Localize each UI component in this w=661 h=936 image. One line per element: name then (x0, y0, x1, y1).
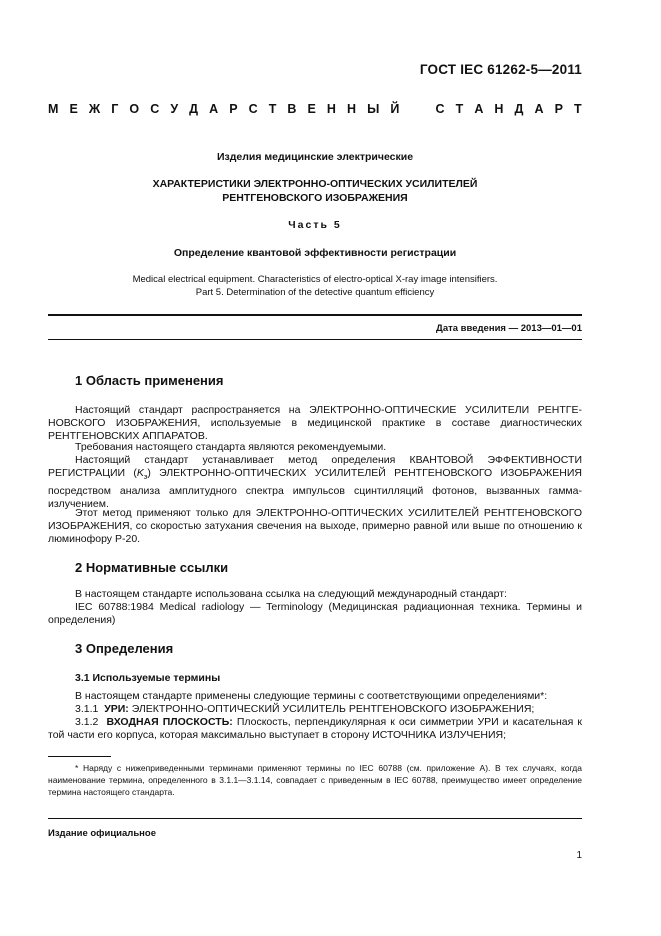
section-2-paragraph-1: В настоящем стандарте использована ссылка на следующий международный стандарт: (75, 588, 507, 600)
heading-letter: Ж (88, 102, 101, 116)
heading-letter: Г (111, 102, 119, 116)
heading-letter: О (129, 102, 140, 116)
heading-letter: Н (494, 102, 504, 116)
heading-letter: Е (307, 102, 316, 116)
section-3-heading: 3 Определения (75, 641, 174, 656)
heading-letter: С (248, 102, 258, 116)
heading-letter: У (170, 102, 179, 116)
english-title-line-1: Medical electrical equipment. Characteristics of electro-optical X-ray image intensifiers. (132, 274, 498, 285)
section-1-paragraph-2: Требования настоящего стандарта являются рекомендуемыми. (75, 441, 387, 453)
heading-letter: С (150, 102, 160, 116)
page-number: 1 (576, 850, 582, 861)
heading-letter: Н (347, 102, 357, 116)
subsection-3-1-heading: 3.1 Используемые термины (75, 672, 221, 684)
footnote: * Наряду с нижеприведенными терминами применяют термины по IEC 60788 (см. приложение А). В тех случаях, когда наименование термина, определенного в 3.1.1—3.1.14, совпадает с приведенным в IEC 60788, преимущество имеет определение термина настоящего стандарта. (48, 763, 582, 798)
heading-letter: Й (390, 102, 400, 116)
heading-letter: Р (554, 102, 563, 116)
term-3-1-2: 3.1.2 ВХОДНАЯ ПЛОСКОСТЬ: Плоскость, перпендикулярная к оси симметрии УРИ и касательная к той части его корпуса, которая максимально выступает в сторону ИСТОЧНИКА ИЗЛУЧЕНИЯ; (48, 716, 582, 742)
term-3-1-1: 3.1.1 УРИ: ЭЛЕКТРОННО-ОПТИЧЕСКИЙ УСИЛИТЕЛЬ РЕНТГЕНОВСКОГО ИЗОБРАЖЕНИЯ; (75, 703, 535, 715)
title-line-1: ХАРАКТЕРИСТИКИ ЭЛЕКТРОННО-ОПТИЧЕСКИХ УСИЛИТЕЛЕЙ (152, 178, 478, 190)
heading-word-gap (410, 102, 424, 116)
section-1-paragraph-4: Этот метод применяют только для ЭЛЕКТРОННО-ОПТИЧЕСКИХ УСИЛИТЕЛЕЙ РЕНТГЕНОВСКОГО ИЗОБРАЖЕНИЯ, со скоростью затухания свечения на выходе, примерно равной или выше по отношению к люминофору Р-20. (48, 507, 582, 546)
section-3-paragraph-1: В настоящем стандарте применены следующие термины с соответствующими определениями*: (75, 690, 548, 702)
title-line-2: РЕНТГЕНОВСКОГО ИЗОБРАЖЕНИЯ (222, 192, 408, 204)
part-label: Часть 5 (288, 219, 342, 231)
thin-divider (48, 339, 582, 340)
document-title (48, 177, 582, 205)
heading-letter: Н (326, 102, 336, 116)
quantum-efficiency-subscript: э (143, 474, 148, 482)
term-3-1-1-name: УРИ: (104, 703, 129, 715)
heading-letter: Т (268, 102, 277, 116)
heading-letter: Т (455, 102, 464, 116)
heading-letter: А (474, 102, 484, 116)
section-1-paragraph-1: Настоящий стандарт распространяется на ЭЛЕКТРОННО-ОПТИЧЕСКИЕ УСИЛИТЕЛИ РЕНТГЕНОВСКОГО ИЗОБРАЖЕНИЯ, используемые в медицинской практике в составе диагностических РЕНТГЕНОВСКИХ АППАРАТОВ. (48, 404, 582, 443)
section-2-reference: IEC 60788:1984 Medical radiology — Terminology (Медицинская радиационная техника. Термины и определения) (48, 601, 582, 627)
footer-divider (48, 818, 582, 819)
english-title (48, 273, 582, 299)
official-edition-label: Издание официальное (48, 828, 156, 839)
heading-letter: Т (573, 102, 582, 116)
heading-letter: А (534, 102, 544, 116)
thick-divider (48, 314, 582, 316)
heading-letter: Д (514, 102, 524, 116)
quantum-efficiency-symbol: K (136, 467, 144, 480)
heading-letter: Е (69, 102, 78, 116)
heading-letter: Д (189, 102, 199, 116)
section-1-paragraph-3: Настоящий стандарт устанавливает метод определения КВАНТОВОЙ ЭФФЕКТИВНОСТИ РЕГИСТРАЦИИ $(K_э)$ ЭЛЕКТРОННО-ОПТИЧЕСКИХ УСИЛИТЕЛЕЙ РЕНТГЕНОВСКОГО ИЗОБРАЖЕНИЯ посредством анализа амплитудного спектра импульсов сцинтилляций фотонов, вызванных гамма-излучением. (48, 454, 583, 510)
heading-letter: М (48, 102, 59, 116)
standard-type-heading (48, 102, 582, 116)
heading-letter: В (287, 102, 297, 116)
heading-letter: Р (229, 102, 238, 116)
english-title-line-2: Part 5. Determination of the detective quantum efficiency (195, 287, 435, 298)
section-2-heading: 2 Нормативные ссылки (75, 560, 229, 575)
product-category: Изделия медицинские электрические (216, 151, 414, 163)
document-subtitle: Определение квантовой эффективности регистрации (173, 247, 457, 259)
heading-letter: С (435, 102, 445, 116)
introduction-date: Дата введения — 2013—01—01 (436, 323, 582, 334)
term-3-1-2-name: ВХОДНАЯ ПЛОСКОСТЬ: (106, 716, 233, 728)
footnote-divider (48, 756, 111, 757)
document-code: ГОСТ IEC 61262-5—2011 (419, 62, 582, 77)
section-1-heading: 1 Область применения (75, 373, 224, 388)
heading-letter: Ы (367, 102, 380, 116)
heading-letter: А (209, 102, 219, 116)
